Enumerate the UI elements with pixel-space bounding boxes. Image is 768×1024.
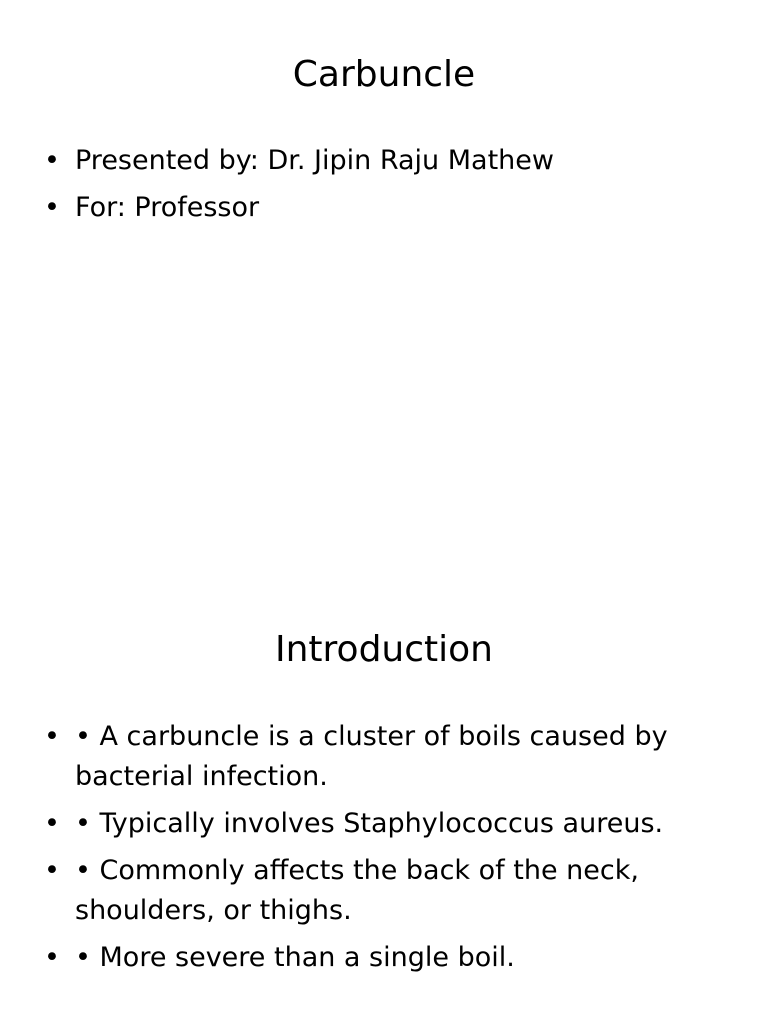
bullet-item xyxy=(0,938,768,978)
bullet-list xyxy=(0,141,768,235)
bullet-item xyxy=(0,717,768,797)
bullet-item xyxy=(0,188,768,228)
bullet-text: • A carbuncle is a cluster of boils caused by bacterial infection. xyxy=(75,721,668,792)
bullet-text: For: Professor xyxy=(75,192,260,223)
slide-title: Introduction xyxy=(274,629,493,670)
slide-title: Carbuncle xyxy=(292,54,476,95)
bullet-text: Presented by: Dr. Jipin Raju Mathew xyxy=(75,145,554,176)
bullet-icon: • xyxy=(44,942,60,973)
bullet-item xyxy=(0,804,768,844)
bullet-icon: • xyxy=(44,721,60,752)
bullet-icon: • xyxy=(44,808,60,839)
bullet-icon: • xyxy=(44,145,60,176)
slide-introduction xyxy=(0,576,768,1024)
bullet-text: • More severe than a single boil. xyxy=(75,942,515,973)
bullet-item xyxy=(0,851,768,931)
bullet-text: • Commonly affects the back of the neck, shoulders, or thighs. xyxy=(75,855,639,926)
bullet-list xyxy=(0,717,768,985)
bullet-item xyxy=(0,141,768,181)
bullet-icon: • xyxy=(44,192,60,223)
bullet-icon: • xyxy=(44,855,60,886)
bullet-text: • Typically involves Staphylococcus aureus. xyxy=(75,808,664,839)
